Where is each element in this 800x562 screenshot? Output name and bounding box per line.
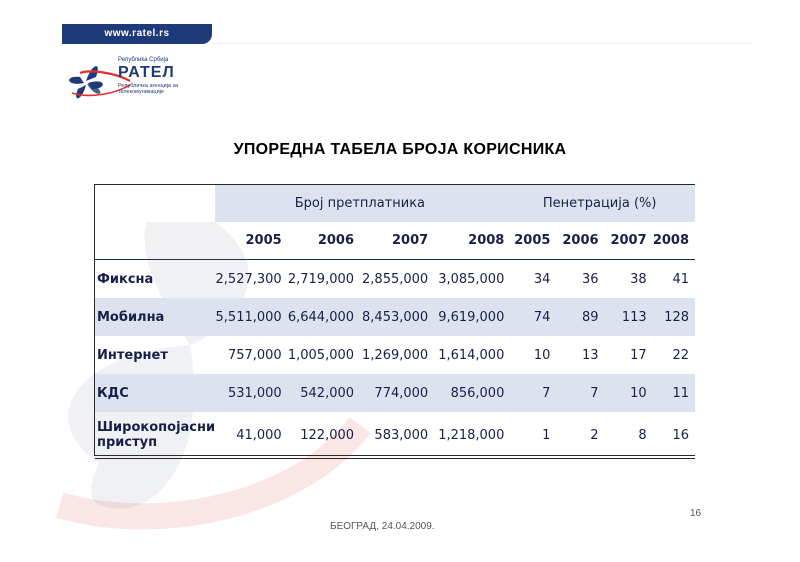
table-cell: 11	[653, 374, 695, 412]
header-divider	[212, 43, 752, 44]
table-group-header	[95, 185, 695, 222]
table-cell: 17	[630, 347, 647, 363]
table-cell: 531,000	[215, 374, 287, 412]
table-row	[95, 260, 695, 299]
table-cell: 2,719,000	[287, 271, 355, 287]
table-cell: 128	[653, 298, 695, 336]
table-cell: 10	[605, 374, 653, 412]
year-header: 2005	[215, 222, 287, 260]
table-cell: 757,000	[227, 347, 282, 363]
year-header: 2007	[360, 222, 434, 260]
logo-country-text: Република Србија	[118, 57, 169, 63]
table-cell: 74	[510, 298, 556, 336]
table-cell: 1,614,000	[438, 347, 505, 363]
table-cell: 5,511,000	[215, 298, 287, 336]
table-years-row	[95, 222, 695, 260]
table-cell: 1	[510, 412, 556, 459]
table-cell: 1,005,000	[287, 347, 355, 363]
table-cell: 22	[672, 347, 689, 363]
table-cell: 856,000	[434, 374, 510, 412]
table-cell: 16	[653, 412, 695, 459]
table-row	[95, 336, 695, 374]
table-cell: 7	[556, 374, 604, 412]
table-cell: 6,644,000	[288, 298, 360, 336]
table-cell: 10	[533, 347, 551, 363]
row-label: КДС	[95, 374, 215, 412]
website-url-tab: www.ratel.rs	[62, 24, 212, 44]
table-row	[95, 412, 695, 459]
logo-subtitle: Републичка агенција за телекомуникације	[118, 83, 179, 95]
group-penetration: Пенетрација (%)	[510, 185, 695, 222]
year-header: 2006	[556, 222, 604, 260]
row-label: Интернет	[97, 347, 168, 363]
table-cell: 7	[510, 374, 556, 412]
row-label-line: Широкопојасни	[97, 420, 216, 435]
table-cell: 3,085,000	[438, 271, 505, 287]
table-cell: 8	[605, 412, 653, 459]
year-header: 2006	[288, 222, 360, 260]
table-cell: 1,269,000	[362, 347, 429, 363]
table-cell: 1,218,000	[434, 412, 510, 459]
table-cell: 41	[672, 271, 689, 287]
table-cell: 34	[533, 271, 551, 287]
table-cell: 13	[582, 347, 599, 363]
group-subscribers: Број претплатника	[215, 185, 510, 222]
table-cell: 583,000	[360, 412, 434, 459]
logo-name: РАТЕЛ	[118, 64, 175, 81]
table-cell: 2,527,300	[215, 271, 282, 287]
page-title: УПОРЕДНА ТАБЕЛА БРОЈА КОРИСНИКА	[233, 141, 567, 158]
footer-date: БЕОГРАД, 24.04.2009.	[330, 521, 435, 532]
table-cell: 113	[605, 298, 653, 336]
row-label: Фиксна	[97, 271, 154, 287]
table-cell: 542,000	[288, 374, 360, 412]
row-label-line: приступ	[97, 435, 158, 450]
table-cell: 122,000	[288, 412, 360, 459]
table-cell: 41,000	[215, 412, 287, 459]
table-row	[95, 374, 695, 412]
year-header: 2008	[653, 222, 695, 260]
table-cell: 8,453,000	[360, 298, 434, 336]
table-row	[95, 298, 695, 336]
table-cell: 774,000	[360, 374, 434, 412]
users-comparison-table	[94, 184, 695, 456]
page-number: 16	[690, 508, 702, 519]
table-cell: 36	[582, 271, 599, 287]
year-header: 2007	[605, 222, 653, 260]
row-label: Мобилна	[95, 298, 215, 336]
table-cell: 89	[556, 298, 604, 336]
year-header: 2008	[434, 222, 510, 260]
row-label	[95, 412, 215, 459]
table-cell: 2,855,000	[362, 271, 429, 287]
table-cell: 9,619,000	[434, 298, 510, 336]
table-cell: 38	[630, 271, 647, 287]
table-cell: 2	[556, 412, 604, 459]
year-header: 2005	[510, 222, 556, 260]
